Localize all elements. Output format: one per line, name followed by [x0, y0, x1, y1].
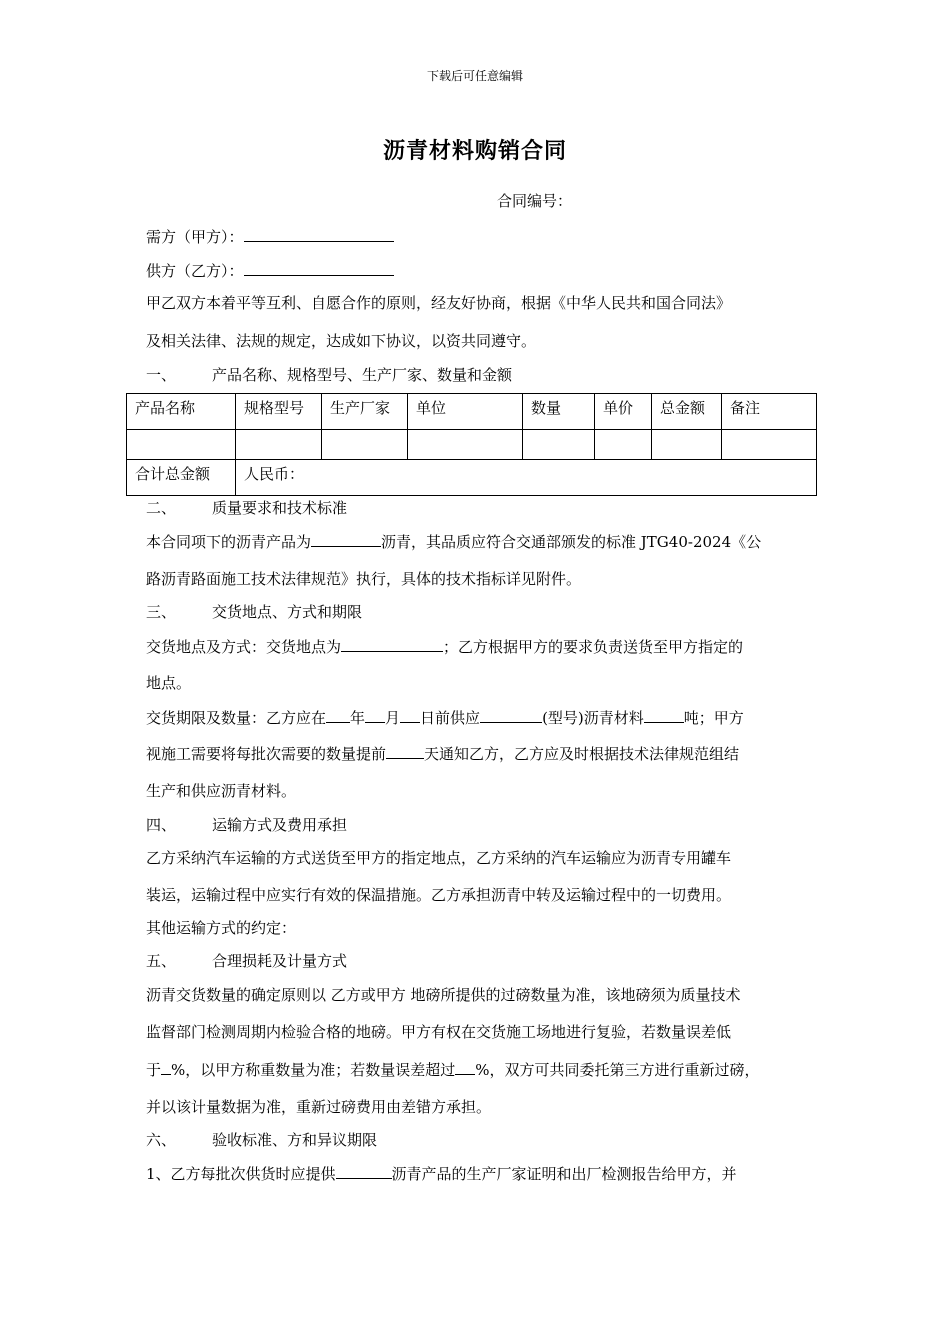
table-header-cell: 规格型号	[236, 394, 322, 430]
table-header-cell: 数量	[523, 394, 595, 430]
section-2-number: 二、	[146, 499, 177, 517]
section-5-text: 于	[146, 1061, 162, 1079]
section-5-number: 五、	[146, 952, 177, 970]
section-6-title: 验收标准、方和异议期限	[212, 1131, 378, 1149]
delivery-period-line	[146, 706, 826, 728]
section-2-line-1	[146, 530, 826, 552]
section-6-text: 沥青产品的生产厂家证明和出厂检测报告给甲方，并	[391, 1165, 737, 1183]
contract-number	[497, 190, 697, 211]
product-blank[interactable]	[336, 1162, 392, 1179]
section-4-title: 运输方式及费用承担	[212, 816, 348, 834]
currency-cell[interactable]: 人民币：	[236, 460, 817, 496]
table-total-row	[127, 460, 817, 496]
intro-line-1: 甲乙双方本着平等互利、自愿合作的原则，经友好协商，根据《中华人民共和国合同法》	[146, 294, 732, 312]
buyer-blank[interactable]	[244, 225, 394, 242]
section-5-line-2: 监督部门检测周期内检验合格的地磅。甲方有权在交货施工场地进行复验，若数量误差低	[146, 1023, 732, 1041]
delivery-period-line-3: 生产和供应沥青材料。	[146, 782, 297, 800]
table-cell[interactable]	[236, 430, 322, 460]
section-4-heading	[146, 814, 826, 835]
error-high-blank[interactable]	[455, 1058, 475, 1075]
buyer-label: 需方（甲方）：	[146, 228, 244, 246]
table-cell[interactable]	[322, 430, 408, 460]
section-4-line-2: 装运，运输过程中应实行有效的保温措施。乙方承担沥青中转及运输过程中的一切费用。	[146, 886, 732, 904]
month-blank[interactable]	[365, 706, 385, 723]
tonnage-blank[interactable]	[644, 706, 684, 723]
section-5-line-3	[146, 1058, 826, 1080]
total-amount-label: 合计总金额	[127, 460, 236, 496]
section-6-line-1	[146, 1162, 826, 1184]
table-header-cell: 单位	[408, 394, 523, 430]
section-3-text: 年	[350, 709, 366, 727]
model-blank[interactable]	[480, 706, 542, 723]
section-4-line-3: 其他运输方式的约定：	[146, 919, 297, 937]
table-cell[interactable]	[652, 430, 722, 460]
section-3-text: 交货地点及方式：交货地点为	[146, 638, 342, 656]
table-cell[interactable]	[523, 430, 595, 460]
contract-number-label: 合同编号：	[497, 192, 573, 210]
section-2-text: 本合同项下的沥青产品为	[146, 533, 312, 551]
delivery-period-line-2	[146, 742, 826, 764]
table-row	[127, 430, 817, 460]
day-blank[interactable]	[400, 706, 420, 723]
section-3-text: ；乙方根据甲方的要求负责送货至甲方指定的	[443, 638, 744, 656]
section-3-text: (型号)沥青材料	[542, 709, 644, 727]
product-table	[126, 393, 817, 496]
section-6-number: 六、	[146, 1131, 177, 1149]
section-3-number: 三、	[146, 603, 177, 621]
section-6-heading	[146, 1129, 826, 1150]
section-4-line-1: 乙方采纳汽车运输的方式送货至甲方的指定地点，乙方采纳的汽车运输应为沥青专用罐车	[146, 849, 732, 867]
section-1-number: 一、	[146, 366, 177, 384]
section-5-heading	[146, 950, 826, 971]
table-header-cell: 生产厂家	[322, 394, 408, 430]
seller-line	[146, 259, 826, 281]
table-header-cell: 产品名称	[127, 394, 236, 430]
table-header-cell: 备注	[722, 394, 817, 430]
table-header-cell: 单价	[595, 394, 652, 430]
year-blank[interactable]	[326, 706, 350, 723]
section-2-text: 沥青，其品质应符合交通部颁发的标准 JTG40-2024《公	[381, 533, 762, 551]
section-2-line-2: 路沥青路面施工技术法律规范》执行，具体的技术指标详见附件。	[146, 570, 582, 588]
delivery-location-line-2: 地点。	[146, 674, 192, 692]
table-cell[interactable]	[722, 430, 817, 460]
document-title: 沥青材料购销合同	[382, 138, 567, 164]
asphalt-type-blank[interactable]	[311, 530, 381, 547]
section-4-number: 四、	[146, 816, 177, 834]
intro-line-2: 及相关法律、法规的规定，达成如下协议，以资共同遵守。	[146, 332, 537, 350]
notice-days-blank[interactable]	[386, 742, 424, 759]
section-6-text: 1、乙方每批次供货时应提供	[146, 1165, 336, 1183]
error-low-blank[interactable]	[161, 1058, 171, 1075]
section-3-text: 视施工需要将每批次需要的数量提前	[146, 745, 387, 763]
section-3-text: 吨；甲方	[683, 709, 744, 727]
table-cell[interactable]	[408, 430, 523, 460]
seller-blank[interactable]	[244, 259, 394, 276]
section-3-text: 天通知乙方，乙方应及时根据技术法律规范组结	[424, 745, 740, 763]
buyer-line	[146, 225, 826, 247]
section-2-heading	[146, 497, 826, 518]
section-3-text: 月	[385, 709, 401, 727]
section-5-text: %，双方可共同委托第三方进行重新过磅，	[475, 1061, 760, 1079]
section-1-title: 产品名称、规格型号、生产厂家、数量和金额	[212, 366, 513, 384]
header-note: 下载后可任意编辑	[426, 69, 523, 83]
section-3-text: 交货期限及数量：乙方应在	[146, 709, 327, 727]
delivery-location-line	[146, 635, 826, 657]
section-5-title: 合理损耗及计量方式	[212, 952, 348, 970]
section-1-heading	[146, 364, 826, 385]
table-header-cell: 总金额	[652, 394, 722, 430]
section-2-title: 质量要求和技术标准	[212, 499, 348, 517]
section-5-line-1: 沥青交货数量的确定原则以 乙方或甲方 地磅所提供的过磅数量为准，该地磅须为质量技术	[146, 986, 741, 1004]
section-3-text: 日前供应	[420, 709, 481, 727]
table-cell[interactable]	[595, 430, 652, 460]
section-5-line-4: 并以该计量数据为准，重新过磅费用由差错方承担。	[146, 1098, 492, 1116]
seller-label: 供方（乙方）：	[146, 262, 244, 280]
section-3-title: 交货地点、方式和期限	[212, 603, 363, 621]
table-cell[interactable]	[127, 430, 236, 460]
table-header-row	[127, 394, 817, 430]
section-5-text: %，以甲方称重数量为准；若数量误差超过	[171, 1061, 456, 1079]
delivery-location-blank[interactable]	[341, 635, 443, 652]
section-3-heading	[146, 601, 826, 622]
